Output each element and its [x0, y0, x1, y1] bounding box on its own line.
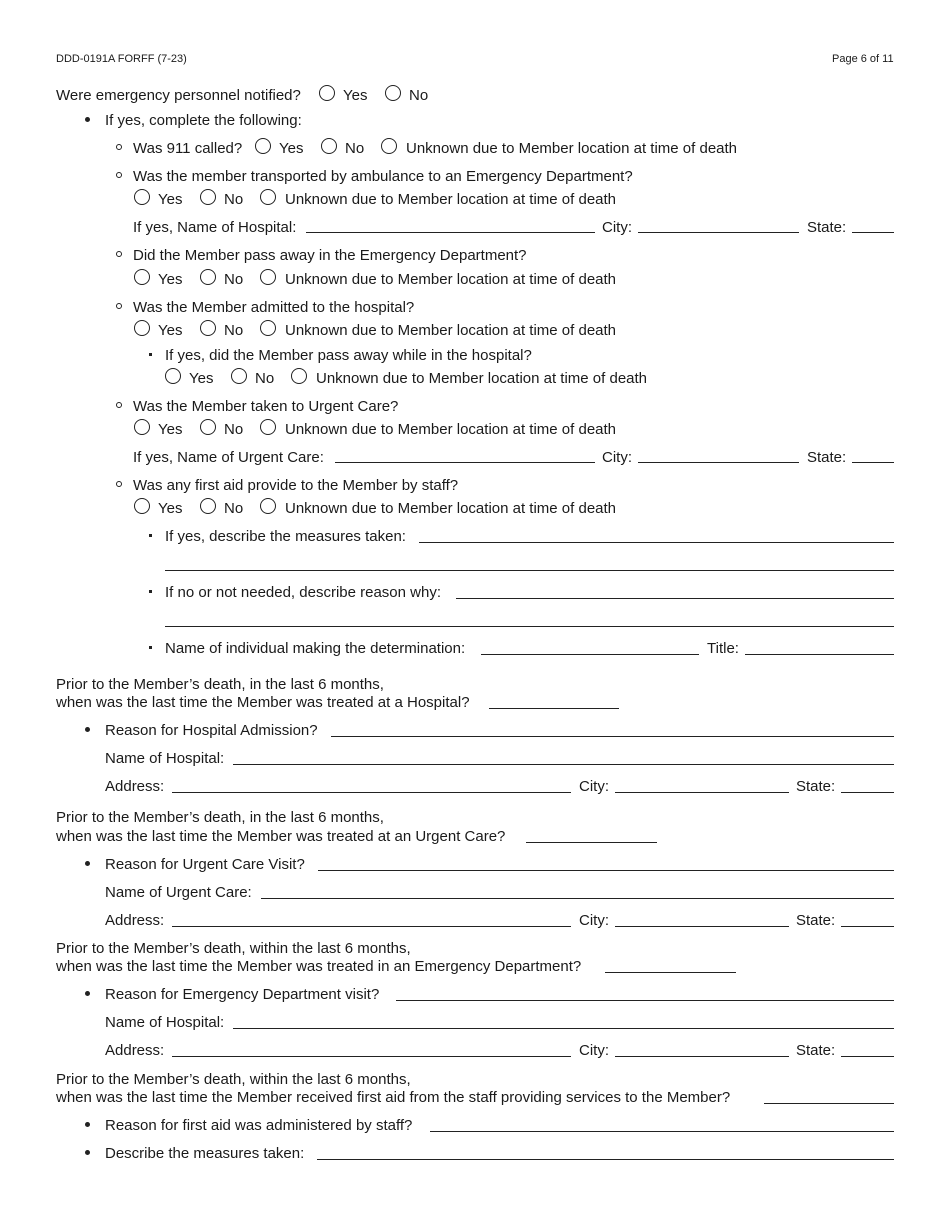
q-first-aid: Was any first aid provide to the Member by staff? [133, 477, 459, 494]
state-field[interactable] [852, 232, 894, 233]
unknown-label: Unknown due to Member location at time of death [285, 322, 617, 339]
first-aid-yes-radio[interactable] [134, 498, 150, 514]
q-pass-hospital: If yes, did the Member pass away while in the hospital? [165, 347, 532, 364]
measures-field[interactable] [419, 542, 894, 543]
admitted-no-radio[interactable] [200, 320, 216, 336]
emergency-no-radio[interactable] [385, 85, 401, 101]
q-ambulance: Was the member transported by ambulance to an Emergency Department? [133, 168, 633, 185]
measures-label: If yes, describe the measures taken: [165, 528, 406, 545]
no-label: No [409, 87, 429, 104]
urgent-yes-radio[interactable] [134, 419, 150, 435]
pass-hospital-no-radio[interactable] [231, 368, 247, 384]
city-label: City: [579, 778, 609, 795]
first-aid-no-radio[interactable] [200, 498, 216, 514]
urgent-care-name-field[interactable] [335, 462, 595, 463]
urgent-care-name-label: If yes, Name of Urgent Care: [133, 449, 324, 466]
state-field[interactable] [852, 462, 894, 463]
bullet [85, 1122, 90, 1127]
first-aid-unknown-radio[interactable] [260, 498, 276, 514]
urgent-unknown-radio[interactable] [260, 419, 276, 435]
yes-label: Yes [343, 87, 368, 104]
hospital-name-label: Name of Hospital: [105, 750, 225, 767]
title-field[interactable] [745, 654, 894, 655]
address-field[interactable] [172, 792, 571, 793]
sub-bullet [116, 251, 122, 257]
q911-unknown-radio[interactable] [381, 138, 397, 154]
city-field[interactable] [615, 792, 789, 793]
yes-label: Yes [158, 421, 183, 438]
q911-yes-radio[interactable] [255, 138, 271, 154]
state-label: State: [807, 219, 847, 236]
hospital-name-field[interactable] [233, 764, 894, 765]
yes-label: Yes [158, 322, 183, 339]
sub-bullet [116, 172, 122, 178]
address-field[interactable] [172, 926, 571, 927]
yes-label: Yes [158, 271, 183, 288]
address-label: Address: [105, 912, 165, 929]
pass-hospital-yes-radio[interactable] [165, 368, 181, 384]
bullet [85, 991, 90, 996]
firstaid-q-line1: Prior to the Member’s death, within the last 6 months, [56, 1071, 411, 1088]
hospital-q-line2: when was the last time the Member was treated at a Hospital? [56, 694, 470, 711]
city-label: City: [579, 1042, 609, 1059]
state-field[interactable] [841, 1056, 894, 1057]
hospital-date-field[interactable] [489, 708, 619, 709]
if-yes-complete: If yes, complete the following: [105, 112, 302, 129]
state-label: State: [796, 1042, 836, 1059]
q-911: Was 911 called? [133, 140, 243, 157]
no-label: No [224, 271, 244, 288]
city-field[interactable] [638, 232, 799, 233]
determination-label: Name of individual making the determination: [165, 640, 466, 657]
urgent-no-radio[interactable] [200, 419, 216, 435]
urgent-q-line1: Prior to the Member’s death, in the last 6 months, [56, 809, 384, 826]
ambulance-yes-radio[interactable] [134, 189, 150, 205]
not-needed-label: If no or not needed, describe reason why: [165, 584, 442, 601]
admitted-yes-radio[interactable] [134, 320, 150, 336]
bullet [85, 1150, 90, 1155]
small-bullet [149, 646, 152, 649]
ed-q-line2: when was the last time the Member was treated in an Emergency Department? [56, 958, 582, 975]
hospital-q-line1: Prior to the Member’s death, in the last 6 months, [56, 676, 384, 693]
q-urgent-care: Was the Member taken to Urgent Care? [133, 398, 399, 415]
firstaid-measures-field[interactable] [317, 1159, 894, 1160]
no-label: No [224, 421, 244, 438]
state-label: State: [807, 449, 847, 466]
q-admitted: Was the Member admitted to the hospital? [133, 299, 415, 316]
ed-reason-field[interactable] [396, 1000, 894, 1001]
state-label: State: [796, 912, 836, 929]
sub-bullet [116, 144, 122, 150]
urgent-date-field[interactable] [526, 842, 657, 843]
urgent-name-field[interactable] [261, 898, 894, 899]
determination-name-field[interactable] [481, 654, 699, 655]
bullet [85, 117, 90, 122]
unknown-label: Unknown due to Member location at time of death [316, 370, 648, 387]
no-label: No [345, 140, 365, 157]
unknown-label: Unknown due to Member location at time of death [285, 271, 617, 288]
urgent-reason-field[interactable] [318, 870, 894, 871]
not-needed-field-line2[interactable] [165, 626, 894, 627]
city-label: City: [579, 912, 609, 929]
hospital-name-field[interactable] [306, 232, 595, 233]
unknown-label: Unknown due to Member location at time of death [285, 421, 617, 438]
city-label: City: [602, 219, 632, 236]
page-number: Page 6 of 11 [832, 53, 894, 65]
yes-label: Yes [158, 191, 183, 208]
firstaid-measures-label: Describe the measures taken: [105, 1145, 305, 1162]
measures-field-line2[interactable] [165, 570, 894, 571]
hospital-reason-field[interactable] [331, 736, 894, 737]
q-pass-ed: Did the Member pass away in the Emergency Department? [133, 247, 527, 264]
address-label: Address: [105, 1042, 165, 1059]
ambulance-no-radio[interactable] [200, 189, 216, 205]
state-field[interactable] [841, 792, 894, 793]
state-field[interactable] [841, 926, 894, 927]
yes-label: Yes [189, 370, 214, 387]
hospital-name-label: If yes, Name of Hospital: [133, 219, 297, 236]
small-bullet [149, 353, 152, 356]
unknown-label: Unknown due to Member location at time of death [406, 140, 738, 157]
not-needed-field[interactable] [456, 598, 894, 599]
firstaid-reason-label: Reason for first aid was administered by staff? [105, 1117, 413, 1134]
admitted-unknown-radio[interactable] [260, 320, 276, 336]
unknown-label: Unknown due to Member location at time of death [285, 191, 617, 208]
no-label: No [224, 322, 244, 339]
ed-q-line1: Prior to the Member’s death, within the last 6 months, [56, 940, 411, 957]
yes-label: Yes [279, 140, 304, 157]
emergency-question: Were emergency personnel notified? [56, 87, 301, 104]
firstaid-date-field[interactable] [764, 1103, 894, 1104]
urgent-q-line2: when was the last time the Member was treated at an Urgent Care? [56, 828, 506, 845]
firstaid-q-line2: when was the last time the Member received first aid from the staff providing services to the Member? [56, 1089, 731, 1106]
firstaid-reason-field[interactable] [430, 1131, 894, 1132]
ed-reason-label: Reason for Emergency Department visit? [105, 986, 380, 1003]
city-field[interactable] [615, 926, 789, 927]
bullet [85, 861, 90, 866]
small-bullet [149, 590, 152, 593]
address-field[interactable] [172, 1056, 571, 1057]
pass-ed-no-radio[interactable] [200, 269, 216, 285]
sub-bullet [116, 402, 122, 408]
emergency-yes-radio[interactable] [319, 85, 335, 101]
small-bullet [149, 534, 152, 537]
city-label: City: [602, 449, 632, 466]
city-field[interactable] [638, 462, 799, 463]
no-label: No [255, 370, 275, 387]
sub-bullet [116, 303, 122, 309]
address-label: Address: [105, 778, 165, 795]
title-label: Title: [707, 640, 739, 657]
urgent-reason-label: Reason for Urgent Care Visit? [105, 856, 305, 873]
hospital-name-field[interactable] [233, 1028, 894, 1029]
no-label: No [224, 500, 244, 517]
hospital-name-label: Name of Hospital: [105, 1014, 225, 1031]
pass-ed-unknown-radio[interactable] [260, 269, 276, 285]
pass-ed-yes-radio[interactable] [134, 269, 150, 285]
ambulance-unknown-radio[interactable] [260, 189, 276, 205]
sub-bullet [116, 481, 122, 487]
yes-label: Yes [158, 500, 183, 517]
ed-date-field[interactable] [605, 972, 736, 973]
urgent-name-label: Name of Urgent Care: [105, 884, 252, 901]
city-field[interactable] [615, 1056, 789, 1057]
form-id: DDD-0191A FORFF (7-23) [56, 53, 187, 65]
state-label: State: [796, 778, 836, 795]
pass-hospital-unknown-radio[interactable] [291, 368, 307, 384]
hospital-reason-label: Reason for Hospital Admission? [105, 722, 318, 739]
no-label: No [224, 191, 244, 208]
bullet [85, 727, 90, 732]
unknown-label: Unknown due to Member location at time of death [285, 500, 617, 517]
q911-no-radio[interactable] [321, 138, 337, 154]
